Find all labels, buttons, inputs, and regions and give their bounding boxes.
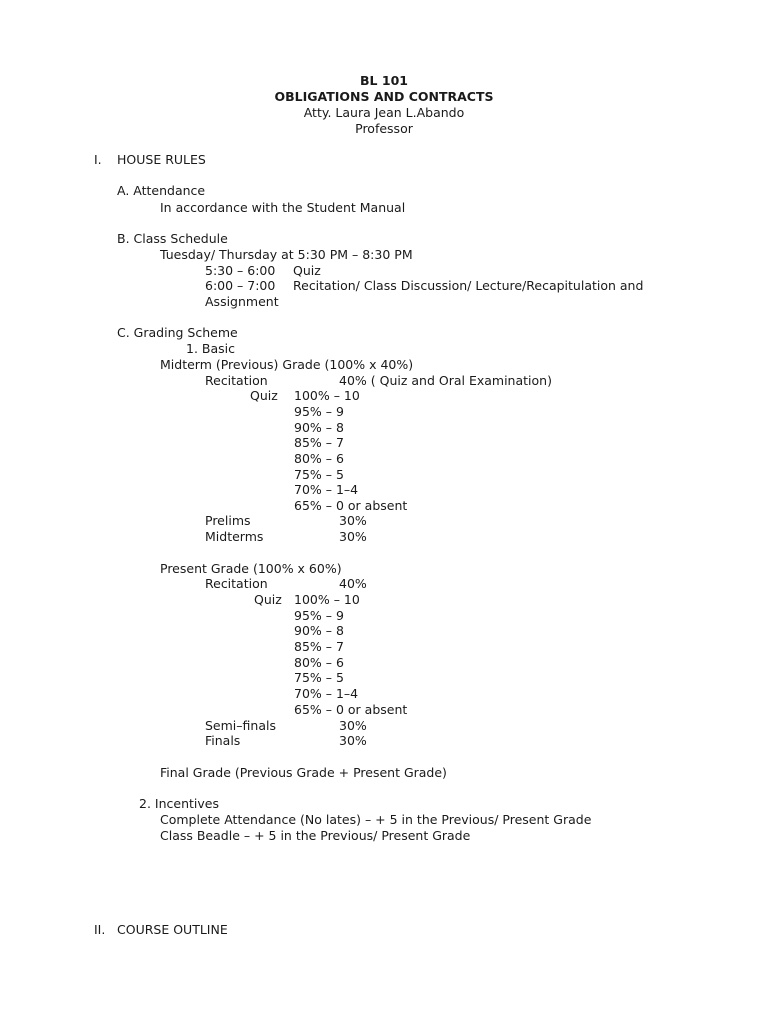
present-quiz-label: Quiz <box>254 592 282 607</box>
incentives-heading: 2. Incentives <box>139 796 219 811</box>
schedule-slot-activity: Quiz <box>293 263 321 278</box>
present-quiz-scale-item: 90% – 8 <box>294 623 344 638</box>
midterm-quiz-scale-item: 80% – 6 <box>294 451 344 466</box>
attendance-text: In accordance with the Student Manual <box>160 200 406 215</box>
present-quiz-scale-item: 80% – 6 <box>294 655 344 670</box>
present-quiz-scale-item: 70% – 1–4 <box>294 686 359 701</box>
section-1-heading: HOUSE RULES <box>117 152 206 167</box>
incentive-item: Complete Attendance (No lates) – + 5 in the Previous/ Present Grade <box>160 812 592 827</box>
section-2-number: II. <box>94 922 106 937</box>
present-recitation-label: Recitation <box>205 576 268 591</box>
midterm-quiz-scale-item: 85% – 7 <box>294 435 344 450</box>
present-exam-label: Semi–finals <box>205 718 276 733</box>
present-quiz-scale-item: 65% – 0 or absent <box>294 702 408 717</box>
schedule-slot-time: 6:00 – 7:00 <box>205 278 276 293</box>
present-quiz-scale-item: 100% – 10 <box>294 592 360 607</box>
midterm-quiz-scale-item: 100% – 10 <box>294 388 360 403</box>
present-quiz-scale-item: 95% – 9 <box>294 608 344 623</box>
midterm-exam-label: Midterms <box>205 529 264 544</box>
schedule-slot-continuation: Assignment <box>205 294 279 309</box>
present-heading: Present Grade (100% x 60%) <box>160 561 342 576</box>
grading-heading: C. Grading Scheme <box>117 325 238 340</box>
final-grade-formula: Final Grade (Previous Grade + Present Grade) <box>160 765 447 780</box>
present-quiz-scale-item: 85% – 7 <box>294 639 344 654</box>
midterm-quiz-scale-item: 70% – 1–4 <box>294 482 359 497</box>
midterm-quiz-scale-item: 95% – 9 <box>294 404 344 419</box>
midterm-quiz-scale-item: 65% – 0 or absent <box>294 498 408 513</box>
midterm-recitation-label: Recitation <box>205 373 268 388</box>
present-exam-label: Finals <box>205 733 241 748</box>
instructor-name: Atty. Laura Jean L.Abando <box>303 105 465 120</box>
schedule-heading: B. Class Schedule <box>117 231 228 246</box>
attendance-heading: A. Attendance <box>117 183 206 198</box>
schedule-slot-time: 5:30 – 6:00 <box>205 263 276 278</box>
schedule-days: Tuesday/ Thursday at 5:30 PM – 8:30 PM <box>160 247 413 262</box>
midterm-quiz-label: Quiz <box>250 388 278 403</box>
present-exam-value: 30% <box>339 733 367 748</box>
course-title: OBLIGATIONS AND CONTRACTS <box>274 89 494 104</box>
incentive-item: Class Beadle – + 5 in the Previous/ Present Grade <box>160 828 471 843</box>
midterm-exam-value: 30% <box>339 529 367 544</box>
midterm-exam-value: 30% <box>339 513 367 528</box>
course-code: BL 101 <box>360 73 408 88</box>
grading-basic-label: 1. Basic <box>186 341 235 356</box>
instructor-role: Professor <box>355 121 413 136</box>
midterm-quiz-scale-item: 75% – 5 <box>294 467 344 482</box>
present-recitation-value: 40% <box>339 576 367 591</box>
schedule-slot-activity: Recitation/ Class Discussion/ Lecture/Recapitulation and <box>293 278 644 293</box>
midterm-heading: Midterm (Previous) Grade (100% x 40%) <box>160 357 414 372</box>
midterm-recitation-value: 40% ( Quiz and Oral Examination) <box>339 373 552 388</box>
section-2-heading: COURSE OUTLINE <box>117 922 228 937</box>
present-exam-value: 30% <box>339 718 367 733</box>
midterm-exam-label: Prelims <box>205 513 251 528</box>
present-quiz-scale-item: 75% – 5 <box>294 670 344 685</box>
section-1-number: I. <box>94 152 102 167</box>
midterm-quiz-scale-item: 90% – 8 <box>294 420 344 435</box>
